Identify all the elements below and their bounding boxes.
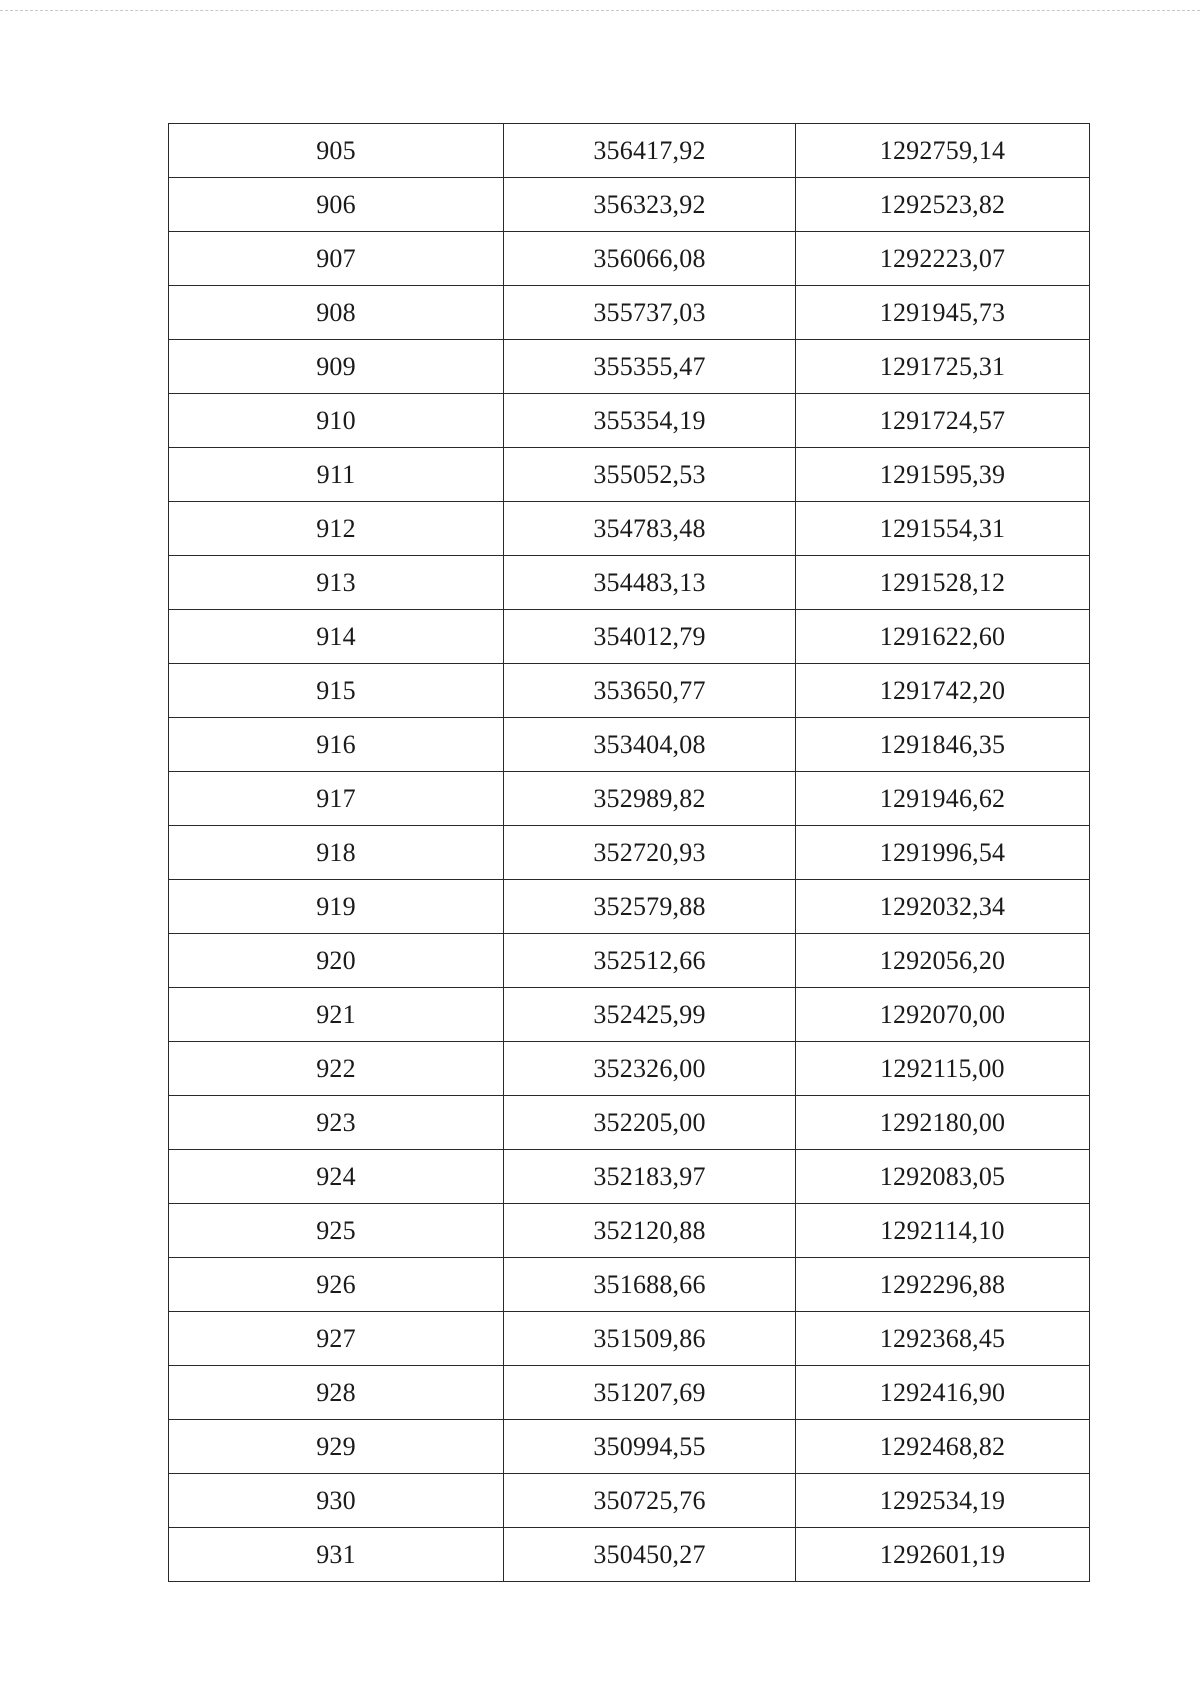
- table-row: [169, 1042, 1090, 1096]
- y-coordinate-cell: 1291996,54: [796, 826, 1090, 880]
- x-coordinate-cell: 352183,97: [504, 1150, 796, 1204]
- table-row: [169, 934, 1090, 988]
- table-row: [169, 664, 1090, 718]
- table-row: [169, 880, 1090, 934]
- x-coordinate-cell: 352425,99: [504, 988, 796, 1042]
- table-row: [169, 1474, 1090, 1528]
- point-number-cell: 924: [169, 1150, 504, 1204]
- y-coordinate-cell: 1291846,35: [796, 718, 1090, 772]
- y-coordinate-cell: 1291595,39: [796, 448, 1090, 502]
- table-row: [169, 610, 1090, 664]
- point-number-cell: 908: [169, 286, 504, 340]
- x-coordinate-cell: 352989,82: [504, 772, 796, 826]
- point-number-cell: 918: [169, 826, 504, 880]
- y-coordinate-cell: 1291742,20: [796, 664, 1090, 718]
- y-coordinate-cell: 1292070,00: [796, 988, 1090, 1042]
- x-coordinate-cell: 351509,86: [504, 1312, 796, 1366]
- y-coordinate-cell: 1292601,19: [796, 1528, 1090, 1582]
- point-number-cell: 907: [169, 232, 504, 286]
- table-row: [169, 1528, 1090, 1582]
- y-coordinate-cell: 1291946,62: [796, 772, 1090, 826]
- point-number-cell: 926: [169, 1258, 504, 1312]
- y-coordinate-cell: 1291528,12: [796, 556, 1090, 610]
- x-coordinate-cell: 356417,92: [504, 124, 796, 178]
- point-number-cell: 911: [169, 448, 504, 502]
- point-number-cell: 923: [169, 1096, 504, 1150]
- table-row: [169, 556, 1090, 610]
- point-number-cell: 905: [169, 124, 504, 178]
- y-coordinate-cell: 1292523,82: [796, 178, 1090, 232]
- y-coordinate-cell: 1291554,31: [796, 502, 1090, 556]
- table-row: [169, 1420, 1090, 1474]
- y-coordinate-cell: 1292759,14: [796, 124, 1090, 178]
- point-number-cell: 931: [169, 1528, 504, 1582]
- coordinates-table: [168, 123, 1090, 1582]
- x-coordinate-cell: 356323,92: [504, 178, 796, 232]
- y-coordinate-cell: 1291622,60: [796, 610, 1090, 664]
- point-number-cell: 919: [169, 880, 504, 934]
- x-coordinate-cell: 352205,00: [504, 1096, 796, 1150]
- x-coordinate-cell: 353650,77: [504, 664, 796, 718]
- x-coordinate-cell: 355354,19: [504, 394, 796, 448]
- x-coordinate-cell: 355052,53: [504, 448, 796, 502]
- y-coordinate-cell: 1292083,05: [796, 1150, 1090, 1204]
- x-coordinate-cell: 355737,03: [504, 286, 796, 340]
- table-row: [169, 232, 1090, 286]
- table-row: [169, 286, 1090, 340]
- y-coordinate-cell: 1292468,82: [796, 1420, 1090, 1474]
- x-coordinate-cell: 352720,93: [504, 826, 796, 880]
- point-number-cell: 929: [169, 1420, 504, 1474]
- point-number-cell: 916: [169, 718, 504, 772]
- table-row: [169, 340, 1090, 394]
- x-coordinate-cell: 353404,08: [504, 718, 796, 772]
- point-number-cell: 917: [169, 772, 504, 826]
- point-number-cell: 928: [169, 1366, 504, 1420]
- table-row: [169, 826, 1090, 880]
- point-number-cell: 930: [169, 1474, 504, 1528]
- table-row: [169, 1258, 1090, 1312]
- point-number-cell: 921: [169, 988, 504, 1042]
- table-row: [169, 1150, 1090, 1204]
- y-coordinate-cell: 1292032,34: [796, 880, 1090, 934]
- table-row: [169, 1312, 1090, 1366]
- point-number-cell: 913: [169, 556, 504, 610]
- point-number-cell: 912: [169, 502, 504, 556]
- x-coordinate-cell: 354483,13: [504, 556, 796, 610]
- x-coordinate-cell: 352326,00: [504, 1042, 796, 1096]
- x-coordinate-cell: 351688,66: [504, 1258, 796, 1312]
- y-coordinate-cell: 1292416,90: [796, 1366, 1090, 1420]
- point-number-cell: 915: [169, 664, 504, 718]
- table-row: [169, 502, 1090, 556]
- table-row: [169, 394, 1090, 448]
- point-number-cell: 920: [169, 934, 504, 988]
- y-coordinate-cell: 1292223,07: [796, 232, 1090, 286]
- table-row: [169, 1366, 1090, 1420]
- point-number-cell: 927: [169, 1312, 504, 1366]
- x-coordinate-cell: 352579,88: [504, 880, 796, 934]
- table-row: [169, 1204, 1090, 1258]
- x-coordinate-cell: 350450,27: [504, 1528, 796, 1582]
- x-coordinate-cell: 351207,69: [504, 1366, 796, 1420]
- x-coordinate-cell: 355355,47: [504, 340, 796, 394]
- point-number-cell: 909: [169, 340, 504, 394]
- y-coordinate-cell: 1292056,20: [796, 934, 1090, 988]
- x-coordinate-cell: 350994,55: [504, 1420, 796, 1474]
- table-row: [169, 772, 1090, 826]
- y-coordinate-cell: 1292534,19: [796, 1474, 1090, 1528]
- x-coordinate-cell: 350725,76: [504, 1474, 796, 1528]
- table-row: [169, 448, 1090, 502]
- coordinates-table-body: [169, 124, 1090, 1582]
- table-row: [169, 178, 1090, 232]
- y-coordinate-cell: 1292368,45: [796, 1312, 1090, 1366]
- y-coordinate-cell: 1292296,88: [796, 1258, 1090, 1312]
- x-coordinate-cell: 356066,08: [504, 232, 796, 286]
- x-coordinate-cell: 354783,48: [504, 502, 796, 556]
- y-coordinate-cell: 1292115,00: [796, 1042, 1090, 1096]
- table-row: [169, 988, 1090, 1042]
- y-coordinate-cell: 1291945,73: [796, 286, 1090, 340]
- y-coordinate-cell: 1292114,10: [796, 1204, 1090, 1258]
- x-coordinate-cell: 354012,79: [504, 610, 796, 664]
- point-number-cell: 906: [169, 178, 504, 232]
- table-row: [169, 124, 1090, 178]
- x-coordinate-cell: 352512,66: [504, 934, 796, 988]
- point-number-cell: 922: [169, 1042, 504, 1096]
- y-coordinate-cell: 1292180,00: [796, 1096, 1090, 1150]
- point-number-cell: 925: [169, 1204, 504, 1258]
- y-coordinate-cell: 1291724,57: [796, 394, 1090, 448]
- point-number-cell: 914: [169, 610, 504, 664]
- table-row: [169, 718, 1090, 772]
- x-coordinate-cell: 352120,88: [504, 1204, 796, 1258]
- point-number-cell: 910: [169, 394, 504, 448]
- scan-edge-line: [0, 10, 1200, 11]
- table-row: [169, 1096, 1090, 1150]
- y-coordinate-cell: 1291725,31: [796, 340, 1090, 394]
